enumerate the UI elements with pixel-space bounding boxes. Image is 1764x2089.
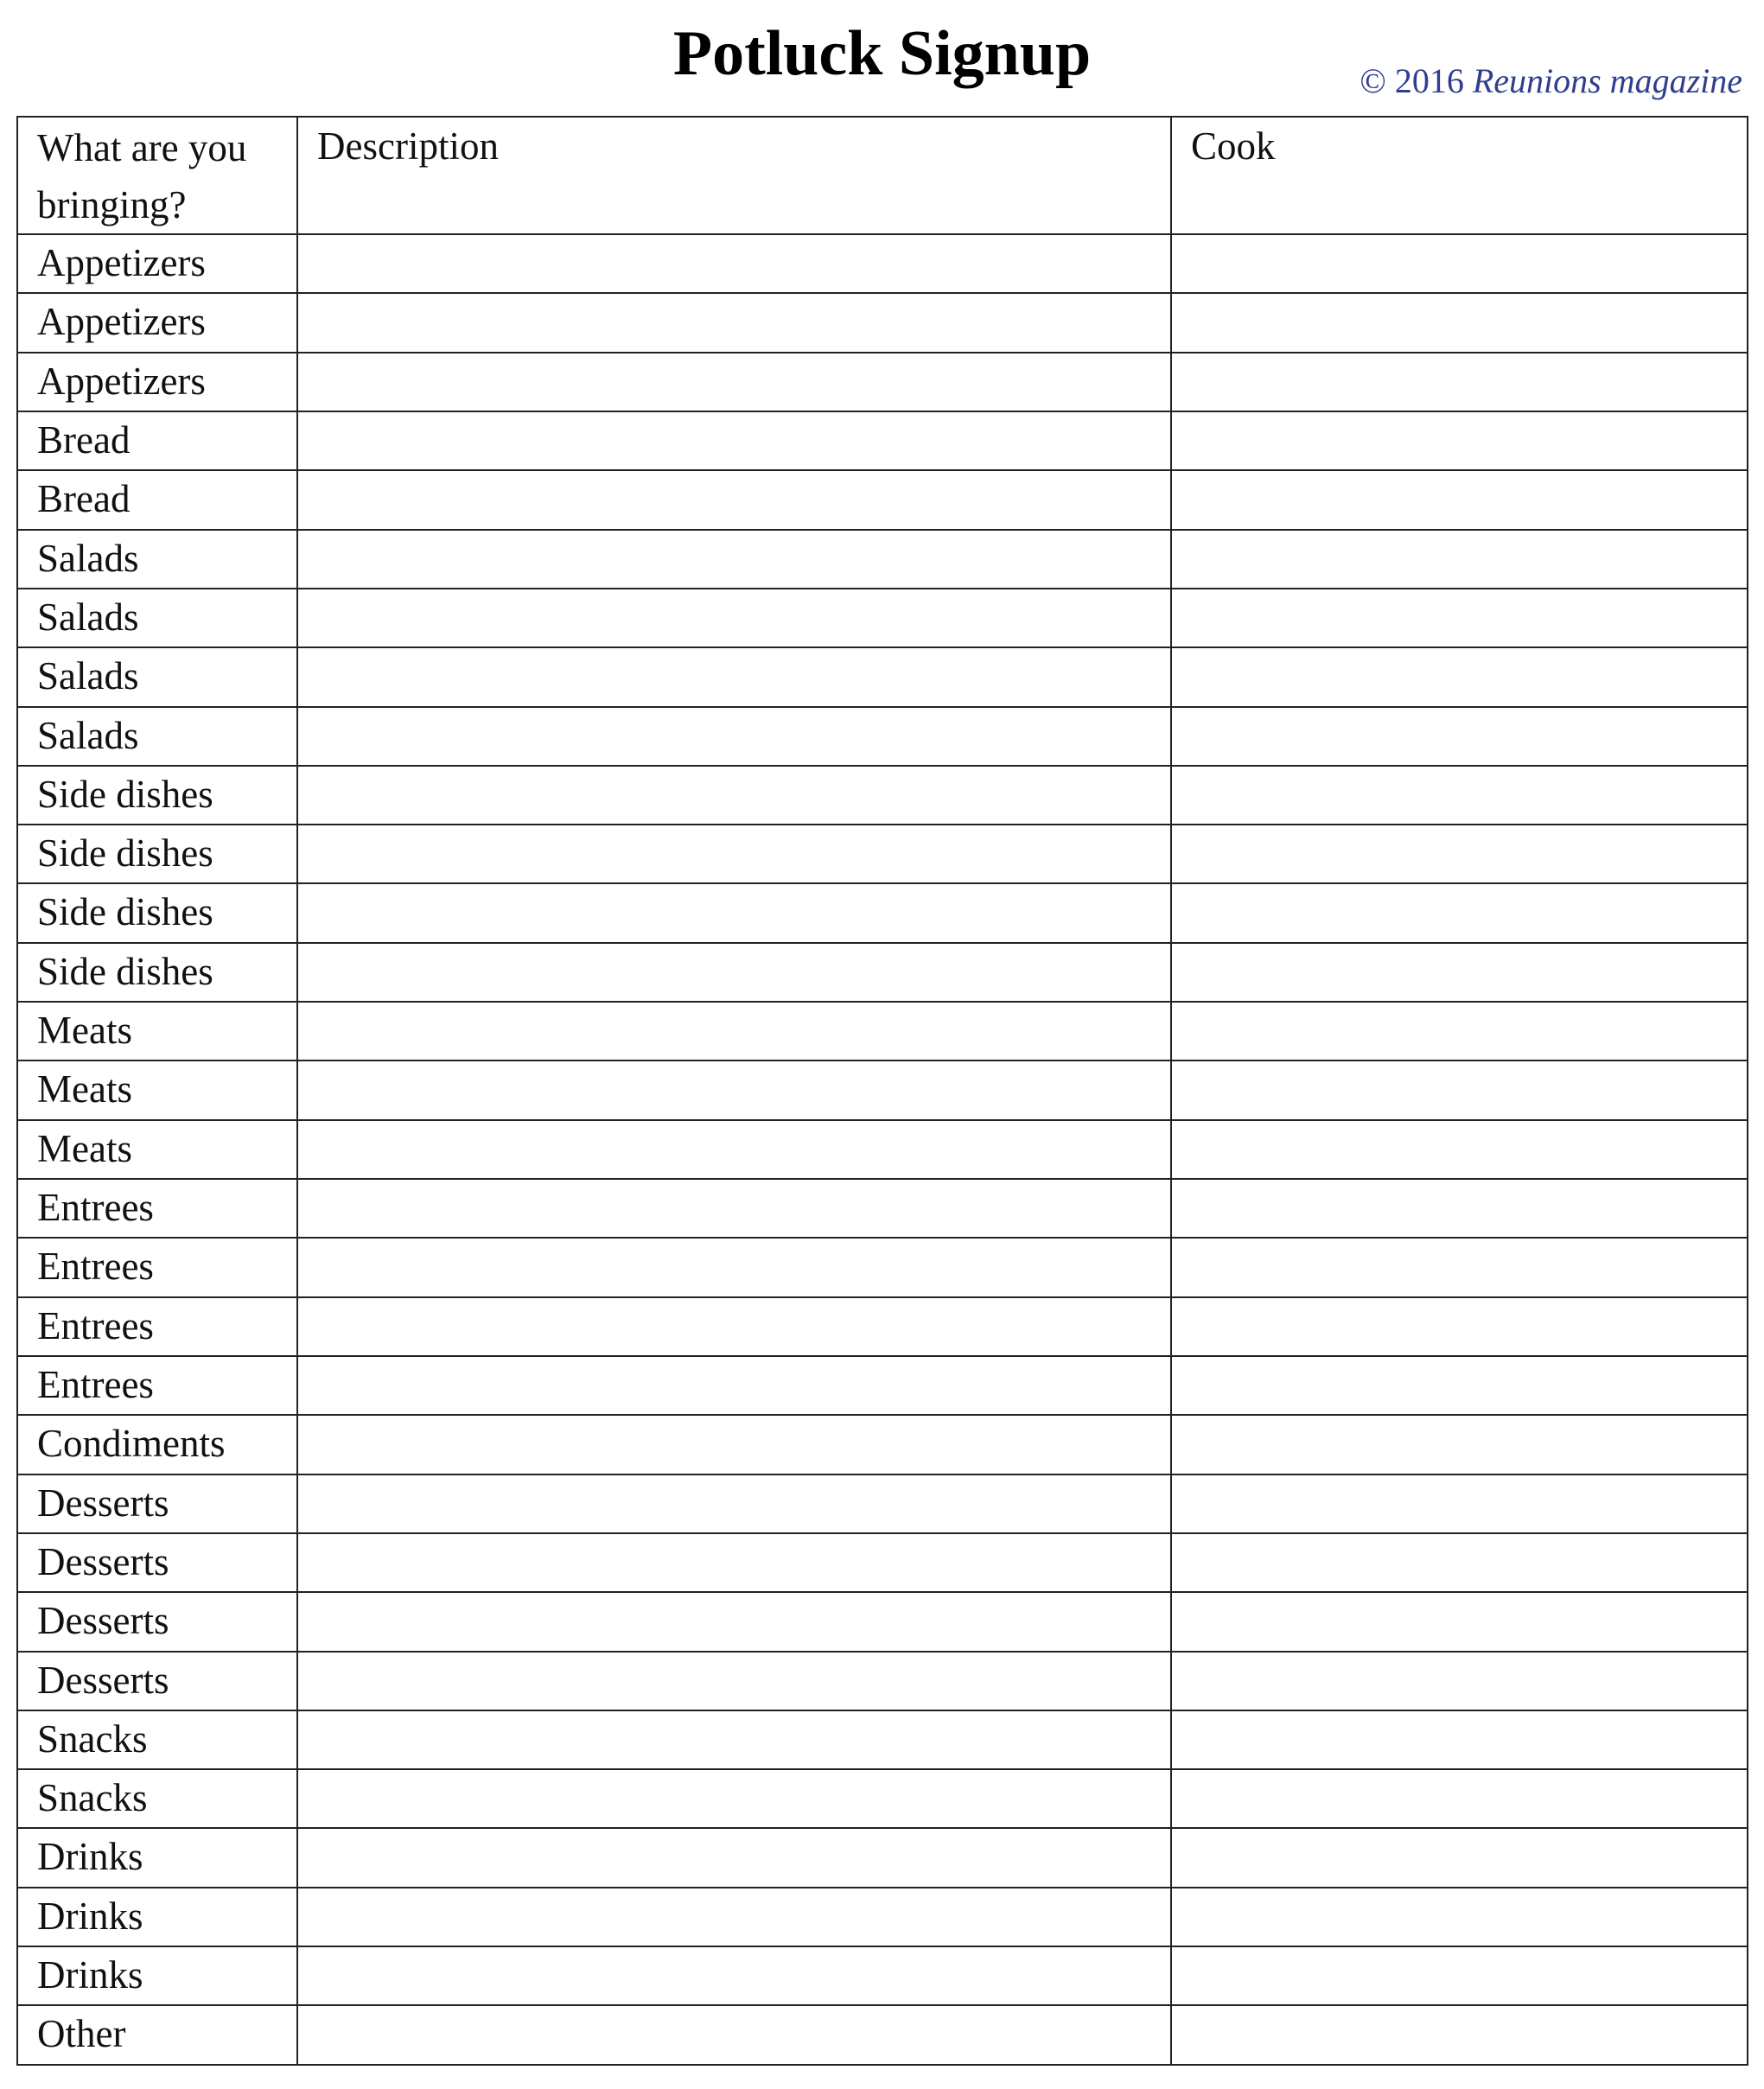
description-cell[interactable] — [297, 1238, 1171, 1296]
cook-cell[interactable] — [1171, 1533, 1748, 1592]
cook-cell[interactable] — [1171, 1297, 1748, 1356]
item-cell: Meats — [17, 1002, 297, 1060]
cook-cell[interactable] — [1171, 293, 1748, 352]
description-cell[interactable] — [297, 1060, 1171, 1119]
cook-cell[interactable] — [1171, 1592, 1748, 1651]
item-cell: Snacks — [17, 1769, 297, 1828]
cook-cell[interactable] — [1171, 1946, 1748, 2005]
cook-cell[interactable] — [1171, 1769, 1748, 1828]
copyright-notice — [1360, 55, 1742, 107]
item-cell: Appetizers — [17, 234, 297, 293]
table-row — [17, 1888, 1748, 1946]
item-cell: Side dishes — [17, 766, 297, 825]
table-row — [17, 1828, 1748, 1887]
item-cell: Salads — [17, 530, 297, 589]
description-cell[interactable] — [297, 470, 1171, 529]
table-row — [17, 883, 1748, 942]
item-cell: Entrees — [17, 1297, 297, 1356]
description-cell[interactable] — [297, 353, 1171, 411]
cook-cell[interactable] — [1171, 1652, 1748, 1710]
table-row — [17, 353, 1748, 411]
cook-cell[interactable] — [1171, 2005, 1748, 2065]
copyright-publication: Reunions magazine — [1472, 61, 1742, 100]
table-row — [17, 530, 1748, 589]
item-cell: Meats — [17, 1120, 297, 1179]
table-row — [17, 1060, 1748, 1119]
description-cell[interactable] — [297, 647, 1171, 706]
description-cell[interactable] — [297, 293, 1171, 352]
table-row — [17, 1002, 1748, 1060]
description-cell[interactable] — [297, 1710, 1171, 1769]
cook-cell[interactable] — [1171, 1120, 1748, 1179]
item-cell: Entrees — [17, 1356, 297, 1415]
cook-cell[interactable] — [1171, 589, 1748, 647]
cook-cell[interactable] — [1171, 470, 1748, 529]
table-row — [17, 707, 1748, 766]
item-cell: Entrees — [17, 1238, 297, 1296]
description-cell[interactable] — [297, 1297, 1171, 1356]
table-row — [17, 293, 1748, 352]
description-cell[interactable] — [297, 1769, 1171, 1828]
description-cell[interactable] — [297, 766, 1171, 825]
signup-table — [16, 116, 1748, 2066]
table-row — [17, 2005, 1748, 2065]
description-cell[interactable] — [297, 883, 1171, 942]
item-cell: Salads — [17, 589, 297, 647]
table-row — [17, 470, 1748, 529]
description-cell[interactable] — [297, 1474, 1171, 1533]
table-row — [17, 589, 1748, 647]
description-cell[interactable] — [297, 1828, 1171, 1887]
item-cell: Desserts — [17, 1652, 297, 1710]
cook-cell[interactable] — [1171, 883, 1748, 942]
item-cell: Drinks — [17, 1946, 297, 2005]
cook-cell[interactable] — [1171, 943, 1748, 1002]
item-cell: Snacks — [17, 1710, 297, 1769]
table-row — [17, 766, 1748, 825]
table-row — [17, 1415, 1748, 1474]
item-cell: Side dishes — [17, 883, 297, 942]
table-row — [17, 1533, 1748, 1592]
item-cell: Desserts — [17, 1533, 297, 1592]
header-row — [17, 117, 1748, 234]
table-row — [17, 1120, 1748, 1179]
description-cell[interactable] — [297, 2005, 1171, 2065]
table-row — [17, 1946, 1748, 2005]
cook-cell[interactable] — [1171, 1828, 1748, 1887]
description-cell[interactable] — [297, 943, 1171, 1002]
header-cook: Cook — [1171, 117, 1748, 234]
cook-cell[interactable] — [1171, 825, 1748, 883]
item-cell: Drinks — [17, 1888, 297, 1946]
item-cell: Bread — [17, 411, 297, 470]
page-title: Potluck Signup — [672, 18, 1092, 89]
description-cell[interactable] — [297, 1002, 1171, 1060]
item-cell: Desserts — [17, 1592, 297, 1651]
cook-cell[interactable] — [1171, 1238, 1748, 1296]
description-cell[interactable] — [297, 707, 1171, 766]
description-cell[interactable] — [297, 589, 1171, 647]
cook-cell[interactable] — [1171, 411, 1748, 470]
cook-cell[interactable] — [1171, 1060, 1748, 1119]
cook-cell[interactable] — [1171, 707, 1748, 766]
description-cell[interactable] — [297, 1888, 1171, 1946]
description-cell[interactable] — [297, 1533, 1171, 1592]
item-cell: Desserts — [17, 1474, 297, 1533]
table-row — [17, 1592, 1748, 1651]
item-cell: Condiments — [17, 1415, 297, 1474]
cook-cell[interactable] — [1171, 234, 1748, 293]
table-row — [17, 1710, 1748, 1769]
table-row — [17, 234, 1748, 293]
item-cell: Entrees — [17, 1179, 297, 1238]
table-row — [17, 1356, 1748, 1415]
item-cell: Side dishes — [17, 825, 297, 883]
cook-cell[interactable] — [1171, 647, 1748, 706]
header-item: What are you bringing? — [17, 117, 297, 234]
cook-cell[interactable] — [1171, 1710, 1748, 1769]
table-row — [17, 1179, 1748, 1238]
description-cell[interactable] — [297, 411, 1171, 470]
cook-cell[interactable] — [1171, 1888, 1748, 1946]
description-cell[interactable] — [297, 1415, 1171, 1474]
table-row — [17, 1474, 1748, 1533]
cook-cell[interactable] — [1171, 1356, 1748, 1415]
description-cell[interactable] — [297, 1179, 1171, 1238]
table-row — [17, 1238, 1748, 1296]
cook-cell[interactable] — [1171, 766, 1748, 825]
description-cell[interactable] — [297, 1592, 1171, 1651]
item-cell: Appetizers — [17, 293, 297, 352]
table-row — [17, 825, 1748, 883]
header-description: Description — [297, 117, 1171, 234]
cook-cell[interactable] — [1171, 530, 1748, 589]
cook-cell[interactable] — [1171, 1415, 1748, 1474]
table-body — [17, 234, 1748, 2065]
cook-cell[interactable] — [1171, 1002, 1748, 1060]
table-row — [17, 1652, 1748, 1710]
item-cell: Salads — [17, 707, 297, 766]
description-cell[interactable] — [297, 530, 1171, 589]
item-cell: Appetizers — [17, 353, 297, 411]
item-cell: Bread — [17, 470, 297, 529]
cook-cell[interactable] — [1171, 1179, 1748, 1238]
table-row — [17, 411, 1748, 470]
cook-cell[interactable] — [1171, 353, 1748, 411]
table-row — [17, 1297, 1748, 1356]
description-cell[interactable] — [297, 1356, 1171, 1415]
description-cell[interactable] — [297, 1652, 1171, 1710]
table-row — [17, 943, 1748, 1002]
description-cell[interactable] — [297, 1120, 1171, 1179]
description-cell[interactable] — [297, 1946, 1171, 2005]
copyright-prefix: © 2016 — [1360, 61, 1473, 100]
item-cell: Side dishes — [17, 943, 297, 1002]
item-cell: Drinks — [17, 1828, 297, 1887]
cook-cell[interactable] — [1171, 1474, 1748, 1533]
item-cell: Salads — [17, 647, 297, 706]
item-cell: Meats — [17, 1060, 297, 1119]
table-row — [17, 647, 1748, 706]
description-cell[interactable] — [297, 234, 1171, 293]
table-row — [17, 1769, 1748, 1828]
description-cell[interactable] — [297, 825, 1171, 883]
item-cell: Other — [17, 2005, 297, 2065]
